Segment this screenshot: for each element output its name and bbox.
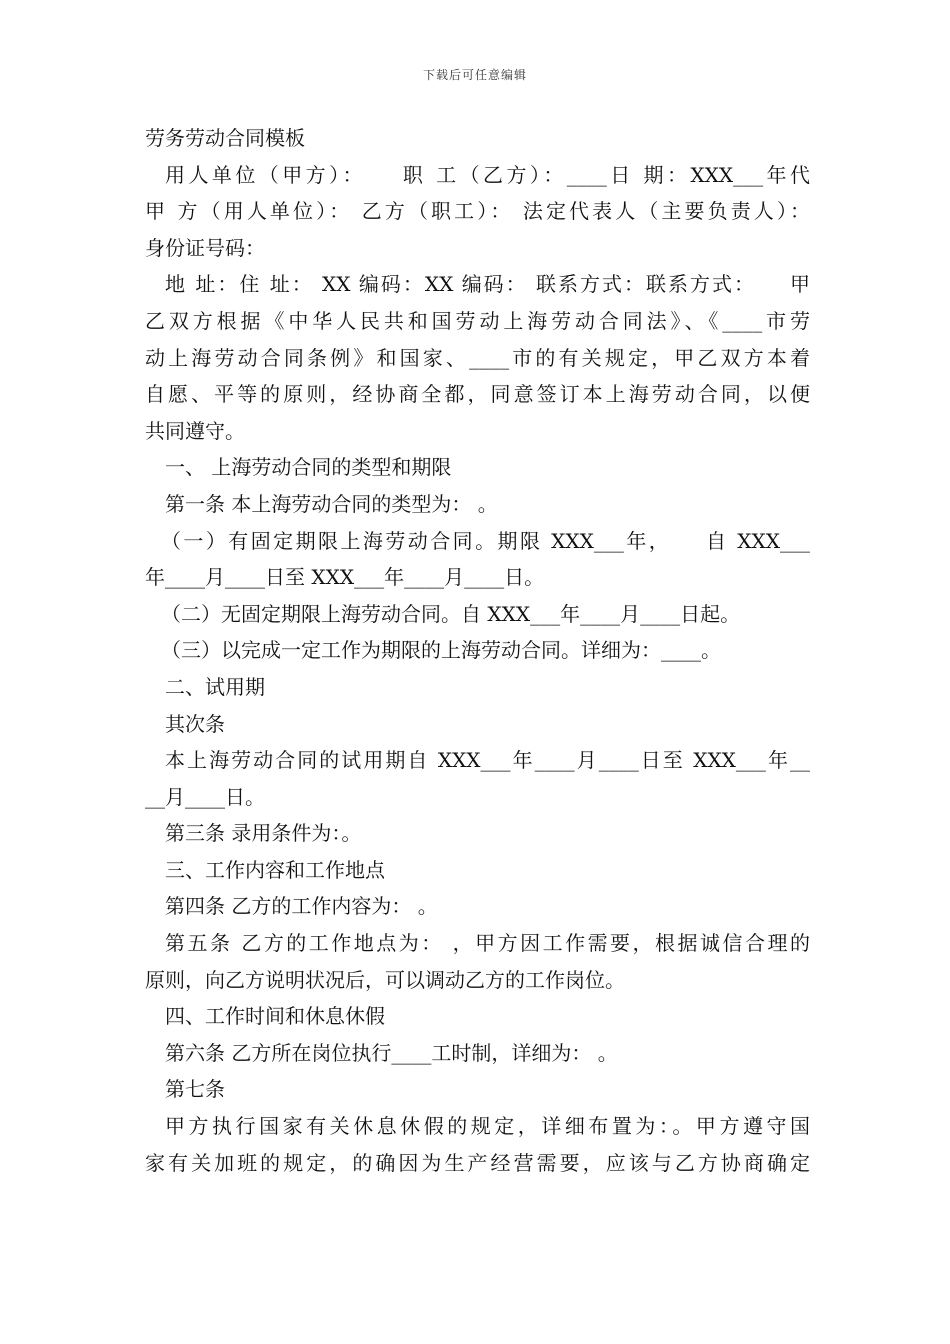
paragraph-line: （一）有固定期限上海劳动合同。期限 XXX___年， 自 XXX___ [161, 528, 810, 553]
paragraph-line: 身份证号码： [145, 235, 265, 260]
paragraph-line: （二）无固定期限上海劳动合同。自 XXX___年____月____日起。 [161, 601, 741, 626]
article-line: 第四条 乙方的工作内容为： 。 [165, 894, 438, 919]
paragraph-line: （三）以完成一定工作为期限的上海劳动合同。详细为：____。 [161, 638, 721, 663]
paragraph-line: 甲方执行国家有关休息休假的规定，详细布置为：。甲方遵守国 [165, 1114, 810, 1139]
section-heading: 一、 上海劳动合同的类型和期限 [165, 455, 452, 480]
paragraph-line: 原则，向乙方说明状况后，可以调动乙方的工作岗位。 [145, 967, 625, 992]
section-heading: 二、试用期 [165, 674, 265, 699]
page-header: 下载后可任意编辑 [422, 68, 527, 82]
paragraph-line: 甲 方（用人单位）： 乙方（职工）： 法定代表人（主要负责人）： [145, 199, 810, 224]
paragraph-line: 第五条 乙方的工作地点为： ，甲方因工作需要，根据诚信合理的 [165, 931, 810, 956]
article-line: 其次条 [165, 711, 225, 736]
paragraph-line: 地 址：住 址： XX 编码：XX 编码： 联系方式：联系方式： 甲 [165, 272, 810, 297]
document-body [145, 120, 810, 1181]
paragraph-line: 年____月____日至 XXX___年____月____日。 [145, 565, 545, 590]
paragraph-line: 动上海劳动合同条例》和国家、____市的有关规定，甲乙双方本着 [145, 345, 810, 370]
paragraph-line: 自愿、平等的原则，经协商全都，同意签订本上海劳动合同，以便 [145, 382, 810, 407]
paragraph-line: 本上海劳动合同的试用期自 XXX___年____月____日至 XXX___年__ [165, 748, 810, 773]
paragraph-line: 家有关加班的规定，的确因为生产经营需要，应该与乙方协商确定 [145, 1150, 810, 1175]
article-line: 第七条 [165, 1077, 225, 1102]
paragraph-line: 用人单位（甲方）： 职 工（乙方）：____日 期：XXX___年代 [165, 162, 810, 187]
paragraph-line: __月____日。 [145, 784, 265, 809]
article-line: 第六条 乙方所在岗位执行____工时制，详细为： 。 [165, 1040, 618, 1065]
article-line: 第三条 录用条件为：。 [165, 821, 362, 846]
section-heading: 三、工作内容和工作地点 [165, 857, 385, 882]
paragraph-line: 共同遵守。 [145, 418, 245, 443]
paragraph-line: 乙双方根据《中华人民共和国劳动上海劳动合同法》、《____市劳 [145, 308, 810, 333]
article-line: 第一条 本上海劳动合同的类型为： 。 [165, 491, 498, 516]
section-heading: 四、工作时间和休息休假 [165, 1004, 385, 1029]
document-title: 劳务劳动合同模板 [145, 126, 305, 150]
